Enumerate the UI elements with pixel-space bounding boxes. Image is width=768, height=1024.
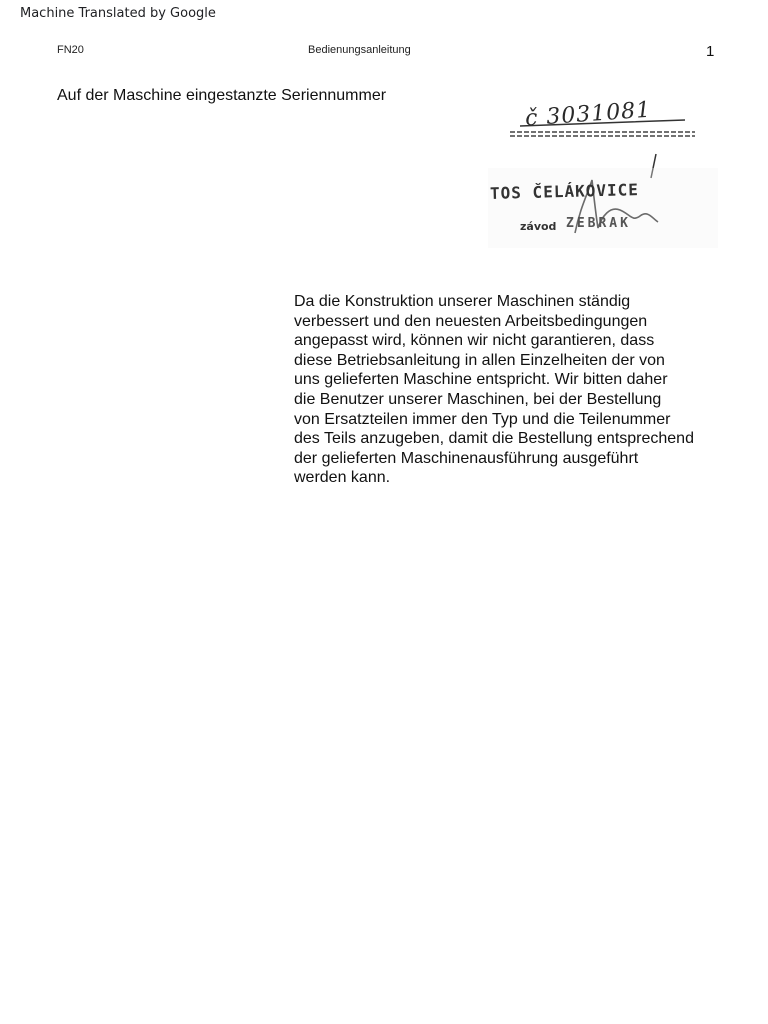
serial-number-stamp: [480, 98, 730, 268]
stamp-plant-name: ZEBRAK: [566, 216, 631, 231]
handwritten-serial-number: č 3031081: [524, 97, 653, 132]
notice-line: angepasst wird, können wir nicht garantieren, dass: [294, 332, 655, 350]
notice-line: die Benutzer unserer Maschinen, bei der Bestellung: [294, 390, 662, 408]
notice-line: Da die Konstruktion unserer Maschinen ständig: [294, 293, 631, 310]
notice-line: uns gelieferten Maschine entspricht. Wir bitten daher: [294, 371, 668, 389]
notice-line: werden kann.: [294, 469, 391, 487]
header-document-code: FN20: [57, 44, 84, 56]
page-number: 1: [706, 43, 715, 60]
notice-line: des Teils anzugeben, damit die Bestellung entsprechend: [294, 430, 694, 448]
serial-number-label: Auf der Maschine eingestanzte Seriennummer: [57, 87, 387, 104]
notice-line: der gelieferten Maschinenausführung ausgeführt: [294, 449, 639, 467]
construction-notice-paragraph: [294, 292, 734, 488]
header-document-title: Bedienungsanleitung: [308, 44, 411, 56]
notice-line: diese Betriebsanleitung in allen Einzelheiten der von: [294, 351, 665, 369]
notice-line: verbessert und den neuesten Arbeitsbedingungen: [294, 312, 648, 330]
notice-line: von Ersatzteilen immer den Typ und die Teilenummer: [294, 410, 671, 428]
machine-translation-banner: Machine Translated by Google: [20, 6, 216, 21]
stamp-plant-label: závod: [520, 220, 557, 233]
stamp-company-name: TOS ČELÁKOVICE: [489, 180, 640, 203]
